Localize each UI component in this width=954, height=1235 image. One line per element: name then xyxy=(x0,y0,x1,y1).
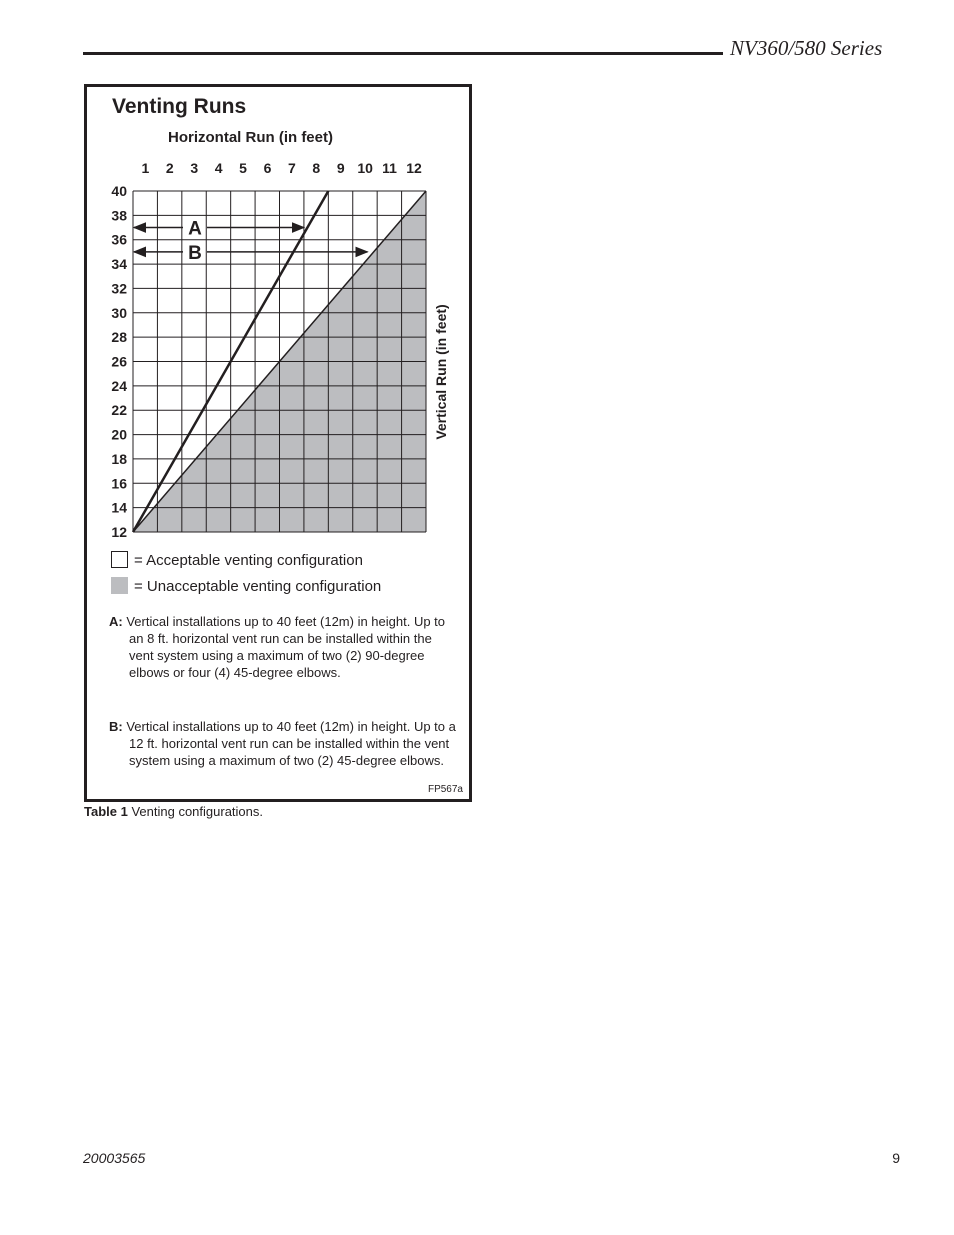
page-number: 9 xyxy=(892,1150,900,1166)
y-tick-label: 18 xyxy=(111,450,127,467)
figure-title: Venting Runs xyxy=(112,95,247,118)
y-tick-label: 32 xyxy=(111,280,127,297)
y-tick-label: 20 xyxy=(111,426,127,443)
y-tick-label: 24 xyxy=(111,377,127,394)
marker-b-label: B xyxy=(188,242,202,264)
caption-text: Venting configurations. xyxy=(131,804,264,819)
x-tick-label: 3 xyxy=(190,160,199,176)
x-tick-label: 9 xyxy=(336,160,345,176)
y-tick-label: 38 xyxy=(111,207,127,224)
header-rule xyxy=(83,52,723,55)
y-tick-labels xyxy=(111,183,127,540)
figure-id: FP567a xyxy=(427,784,463,795)
table-caption xyxy=(84,804,263,819)
document-number: 20003565 xyxy=(83,1150,146,1166)
x-tick-label: 5 xyxy=(239,160,247,176)
note-b-label: B: xyxy=(109,719,123,734)
note-b-text: Vertical installations up to 40 feet (12m) in height. Up to a 12 ft. horizontal vent run can be installed within the vent system using a maximum of two (2) 45-degree elbows. xyxy=(126,719,456,768)
legend-acceptable-label: = Acceptable venting configuration xyxy=(134,552,363,569)
note-a-label: A: xyxy=(109,614,123,629)
x-tick-label: 7 xyxy=(288,160,296,176)
x-tick-labels xyxy=(142,160,422,176)
note-a-text: Vertical installations up to 40 feet (12m) in height. Up to an 8 ft. horizontal vent run can be installed within the vent system using a maximum of two (2) 90-degree elbows or four (4) 45-degree elbows. xyxy=(126,614,446,680)
y-tick-label: 28 xyxy=(111,329,127,346)
x-tick-label: 2 xyxy=(165,160,174,176)
series-title: NV360/580 Series xyxy=(730,36,883,60)
caption-label: Table 1 xyxy=(84,804,128,819)
x-tick-label: 11 xyxy=(382,160,397,176)
y-tick-label: 12 xyxy=(111,524,127,540)
marker-a-label: A xyxy=(188,218,202,240)
x-tick-label: 10 xyxy=(357,160,373,176)
x-tick-label: 1 xyxy=(141,160,150,176)
y-tick-label: 26 xyxy=(111,353,127,370)
legend-acceptable xyxy=(111,551,363,569)
unacceptable-swatch xyxy=(111,577,128,594)
y-tick-label: 16 xyxy=(111,475,127,492)
y-tick-label: 14 xyxy=(111,499,127,516)
x-axis-title: Horizontal Run (in feet) xyxy=(168,129,333,146)
legend-unacceptable-label: = Unacceptable venting configuration xyxy=(134,578,382,595)
x-tick-label: 4 xyxy=(214,160,223,176)
x-tick-label: 8 xyxy=(312,160,321,176)
y-tick-label: 30 xyxy=(111,304,127,321)
venting-chart xyxy=(87,87,469,547)
y-tick-label: 36 xyxy=(111,231,127,248)
x-tick-label: 12 xyxy=(406,160,422,176)
y-axis-title: Vertical Run (in feet) xyxy=(433,304,449,440)
venting-runs-figure xyxy=(84,84,472,802)
y-tick-label: 22 xyxy=(111,402,127,419)
note-b xyxy=(109,718,459,769)
x-tick-label: 6 xyxy=(263,160,272,176)
y-tick-label: 40 xyxy=(111,183,127,199)
acceptable-swatch xyxy=(111,551,128,568)
legend-unacceptable xyxy=(111,577,381,595)
run-markers xyxy=(134,219,367,264)
note-a xyxy=(109,613,459,681)
y-tick-label: 34 xyxy=(111,256,127,273)
